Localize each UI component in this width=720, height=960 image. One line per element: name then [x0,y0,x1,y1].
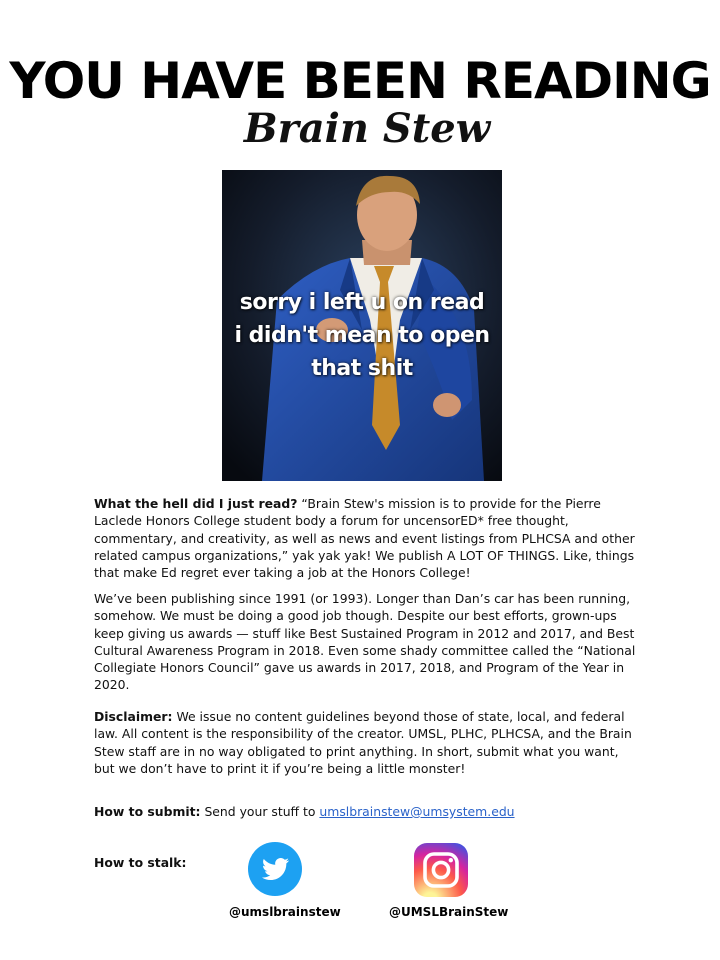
instagram-handle[interactable]: @UMSLBrainStew [389,905,509,919]
instagram-icon [414,843,468,897]
meme-caption-line: i didn't mean to open [234,323,490,348]
stalk-heading: How to stalk: [94,855,187,870]
about-text: “Brain Stew's mission is to provide for the Pierre Laclede Honors College student body a forum for uncensorED* free thought, commentary, and creativity, as well as news and event listings from PLHCSA and other related campus organizations,” yak yak yak! We publish A LOT OF THINGS. Like, things that make Ed regret ever taking a job at the Honors College! [94,496,635,581]
disclaimer-text: We issue no content guidelines beyond those of state, local, and federal law. All content is the responsibility of the creator. UMSL, PLHC, PLHCSA, and the Brain Stew staff are in no way obligated to print anything. In short, submit what you want, but we don’t have to print it if you’re being a little monster! [94,709,632,776]
submit-email-link[interactable]: umslbrainstew@umsystem.edu [319,804,515,819]
submit-text: Send your stuff to [200,804,320,819]
brand-title: Brain Stew [243,105,491,152]
submit-heading: How to submit: [94,804,201,819]
headline: YOU HAVE BEEN READING [9,52,711,110]
history-paragraph [94,590,640,694]
twitter-link[interactable] [248,842,302,896]
submit-paragraph [94,803,640,820]
disclaimer-heading: Disclaimer: [94,709,173,724]
disclaimer-paragraph [94,708,640,777]
meme-caption-line: sorry i left u on read [239,290,485,315]
about-heading: What the hell did I just read? [94,496,298,511]
meme-caption-line: that shit [311,356,413,381]
about-paragraph [94,495,640,581]
meme-image [222,170,502,481]
twitter-handle[interactable]: @umslbrainstew [229,905,341,919]
meme-caption [222,286,502,385]
twitter-icon [248,842,302,896]
instagram-link[interactable] [414,843,468,897]
history-text: We’ve been publishing since 1991 (or 1993). Longer than Dan’s car has been running, somehow. We must be doing a good job though. Despite our best efforts, grown-ups keep giving us awards — stuff like Best Sustained Program in 2012 and 2017, and Best Cultural Awareness Program in 2018. Even some shady committee called the “National Collegiate Honors Council” gave us awards in 2017, 2018, and Program of the Year in 2020. [94,591,636,693]
